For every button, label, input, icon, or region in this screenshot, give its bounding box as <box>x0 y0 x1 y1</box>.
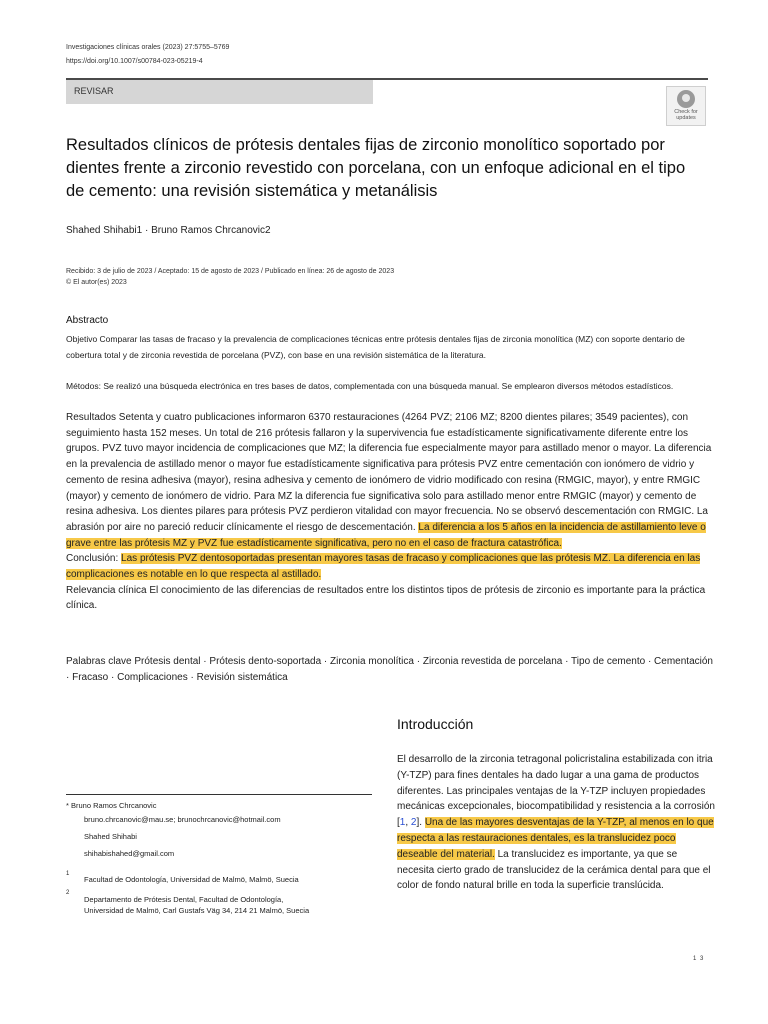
footnote-divider <box>66 794 372 795</box>
corresponding-author: * Bruno Ramos Chrcanovic <box>66 801 157 810</box>
abstract-heading: Abstracto <box>66 315 109 326</box>
page-number: 1 3 <box>693 956 705 962</box>
second-author-email[interactable]: shihabishahed@gmail.com <box>84 849 175 858</box>
paper-title: Resultados clínicos de prótesis dentales fijas de zirconio monolítico soportado por dientes frente a zirconio revestido con porcelana, con un enfoque adicional en el tipo de cemento: una revisión sistemática y metanálisis <box>66 136 686 200</box>
abstract-methods: Métodos: Se realizó una búsqueda electrónica en tres bases de datos, complementada con una búsqueda manual. Se emplearon diversos métodos estadísticos. <box>66 381 674 391</box>
affiliation-number-1: 1 <box>66 871 70 877</box>
doi-link[interactable]: https://doi.org/10.1007/s00784-023-05219-4 <box>66 58 203 65</box>
results-highlight: La diferencia a los 5 años en la incidencia de astillamiento leve o grave entre las prótesis MZ y PVZ fue estadísticamente significativa, pero no en el caso de fractura catastrófica. <box>66 521 706 549</box>
introduction-heading: Introducción <box>397 716 474 732</box>
conclusion-label: Conclusión: <box>66 553 119 565</box>
introduction-text: El desarrollo de la zirconia tetragonal policristalina estabilizada con itria (Y-TZP) para fines dentales ha dado lugar a una gama de productos diferentes. Las principales ventajas de la Y-TZP incluyen propiedades mecánicas excepcionales, biocompatibilidad y resistencia a la corrosión [1, 2]. Una de las mayores desventajas de la Y-TZP, al menos en lo que respecta a las restauraciones dentales, es la translucidez poco deseable del material. La translucidez es importante, ya que se necesita cierto grado de translucidez de la cerámica dental para que el color de fondo natural brille en toda la superficie translúcida. <box>397 754 715 892</box>
corresponding-emails[interactable]: bruno.chrcanovic@mau.se; brunochrcanovic@hotmail.com <box>84 815 281 824</box>
journal-citation: Investigaciones clínicas orales (2023) 27:5755–5769 <box>66 44 230 51</box>
article-type-bar <box>66 78 373 104</box>
author-list: Shahed Shihabi1 · Bruno Ramos Chrcanovic2 <box>66 225 271 236</box>
introduction-highlight: Una de las mayores desventajas de la Y-TZP, al menos en lo que respecta a las restauraciones dentales, es la translucidez poco deseable del material. <box>397 817 714 860</box>
abstract-results <box>66 410 714 614</box>
affiliation-number-2: 2 <box>66 890 70 896</box>
results-text: Resultados Setenta y cuatro publicaciones informaron 6370 restauraciones (4264 PVZ; 2106 MZ; 8200 dientes pilares; 3549 pacientes), con seguimiento hasta 152 meses. Un total de 216 prótesis fallaron y la supervivencia fue estadísticamente significativamente diferente entre los grupos. PVZ tuvo mayor incidencia de complicaciones que MZ; la diferencia fue especialmente mayor para astillado menor o mayor. La diferencia en la prevalencia de astillado menor o mayor fue estadísticamente significativa para prótesis PVZ entre cementación con ionómero de vidrio y cemento de resina adhesiva (mayor), resina adhesiva y cemento de ionómero de vidrio modificado con resina (RMGIC, mayor), y entre RMGIC (mayor) y cemento de ionómero de vidrio. Para MZ la diferencia fue significativa solo para astillado menor entre RMGIC (mayor) y cemento de resina adhesiva. Los dientes pilares para prótesis PVZ perdieron vitalidad con mayor frecuencia. No se observó descementación con RMGIC. La abrasión por aire no pareció reducir clínicamente el riesgo de descementación. <box>66 412 712 533</box>
affiliation-2: Departamento de Prótesis Dental, Facultad de Odontología, Universidad de Malmö, Carl Gustafs Väg 34, 214 21 Malmö, Suecia <box>84 895 310 915</box>
second-author-name: Shahed Shihabi <box>84 832 137 841</box>
affiliation-1: Facultad de Odontología, Universidad de Malmö, Malmö, Suecia <box>84 875 299 884</box>
check-for-updates-badge[interactable] <box>666 86 706 126</box>
conclusion-highlight: Las prótesis PVZ dentosoportadas presentan mayores tasas de fracaso y complicaciones que las prótesis MZ. La diferencia en las complicaciones es notable en lo que respecta al astillado. <box>66 553 701 581</box>
abstract-objective: Objetivo Comparar las tasas de fracaso y la prevalencia de complicaciones técnicas entre prótesis dentales fijas de zirconia monolítica (MZ) con soporte dentario de cobertura total y de zirconia revestida de porcelana (PVZ), con base en una revisión sistemática de la literatura. <box>66 334 685 360</box>
publication-dates: Recibido: 3 de julio de 2023 / Aceptado: 15 de agosto de 2023 / Publicado en línea: 26 de agosto de 2023 <box>66 268 395 275</box>
header-rule <box>373 78 708 80</box>
reference-link-1[interactable]: 1 <box>399 817 406 829</box>
article-type-label: REVISAR <box>74 86 114 96</box>
check-updates-text: Check for updates <box>674 109 698 121</box>
clinical-relevance: Relevancia clínica El conocimiento de las diferencias de resultados entre los distintos tipos de prótesis de zirconio es importante para la práctica clínica. <box>66 584 706 612</box>
check-updates-icon <box>677 90 695 108</box>
reference-link-2[interactable]: 2 <box>410 817 417 829</box>
copyright-notice: © El autor(es) 2023 <box>66 279 127 286</box>
keywords: Palabras clave Prótesis dental · Prótesis dento-soportada · Zirconia monolítica · Zirconia revestida de porcelana · Tipo de cemento · Cementación · Fracaso · Complicaciones · Revisión sistemática <box>66 656 713 683</box>
